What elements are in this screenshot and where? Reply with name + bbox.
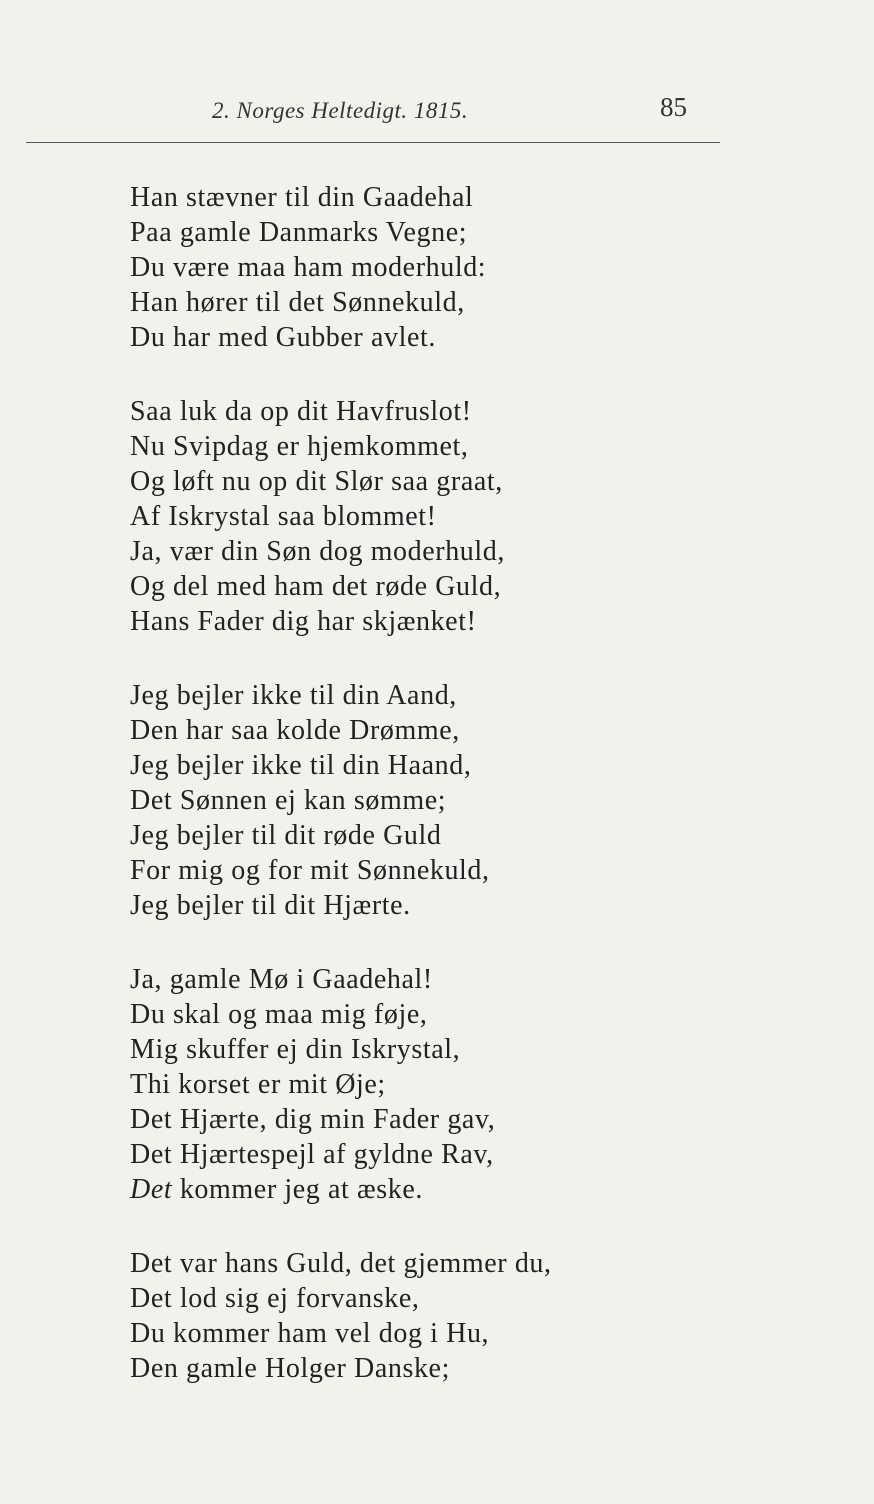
poem-line: For mig og for mit Sønnekuld, <box>130 855 490 886</box>
poem-line: Det Sønnen ej kan sømme; <box>130 785 447 816</box>
poem-line: Det Hjærte, dig min Fader gav, <box>130 1104 496 1135</box>
stanza-5 <box>130 1246 850 1386</box>
poem-line: Mig skuffer ej din Iskrystal, <box>130 1034 461 1065</box>
running-header <box>0 92 874 132</box>
line-rest: kommer jeg at æske. <box>172 1174 423 1205</box>
stanza-2 <box>130 394 850 639</box>
poem-line: Du være maa ham moderhuld: <box>130 252 487 283</box>
poem-line: Den gamle Holger Danske; <box>130 1353 450 1384</box>
poem-line: Den har saa kolde Drømme, <box>130 715 460 746</box>
poem-line: Han hører til det Sønnekuld, <box>130 287 465 318</box>
poem-line: Det lod sig ej forvanske, <box>130 1283 420 1314</box>
header-rule <box>26 142 720 143</box>
stanza-4 <box>130 962 850 1207</box>
poem-line: Saa luk da op dit Havfruslot! <box>130 396 472 427</box>
poem-line: Thi korset er mit Øje; <box>130 1069 386 1100</box>
poem-line: Du skal og maa mig føje, <box>130 999 428 1030</box>
poem-line: Og løft nu op dit Slør saa graat, <box>130 466 503 497</box>
poem-line: Paa gamle Danmarks Vegne; <box>130 217 468 248</box>
page-number: 85 <box>660 92 687 122</box>
emphasized-word: Det <box>130 1174 173 1205</box>
stanza-1 <box>130 180 850 355</box>
poem-line: Jeg bejler ikke til din Aand, <box>130 680 457 711</box>
poem-line: Det var hans Guld, det gjemmer du, <box>130 1248 552 1279</box>
poem-line: Det Hjærtespejl af gyldne Rav, <box>130 1139 494 1170</box>
poem-line: Han stævner til din Gaadehal <box>130 182 474 213</box>
poem-line: Og del med ham det røde Guld, <box>130 571 502 602</box>
poem-line: Jeg bejler til dit røde Guld <box>130 820 442 851</box>
stanza-3 <box>130 678 850 923</box>
poem-line: Jeg bejler ikke til din Haand, <box>130 750 472 781</box>
poem-line: Nu Svipdag er hjemkommet, <box>130 431 469 462</box>
poem-line: Af Iskrystal saa blommet! <box>130 501 437 532</box>
poem <box>130 180 850 1425</box>
poem-line: Hans Fader dig har skjænket! <box>130 606 477 637</box>
poem-line: Du har med Gubber avlet. <box>130 322 436 353</box>
poem-line: Jeg bejler til dit Hjærte. <box>130 890 411 921</box>
poem-line: Ja, gamle Mø i Gaadehal! <box>130 964 433 995</box>
running-title: 2. Norges Heltedigt. 1815. <box>212 98 469 123</box>
poem-line: Du kommer ham vel dog i Hu, <box>130 1318 490 1349</box>
poem-line: Ja, vær din Søn dog moderhuld, <box>130 536 505 567</box>
poem-line-emphasized <box>130 1172 850 1207</box>
